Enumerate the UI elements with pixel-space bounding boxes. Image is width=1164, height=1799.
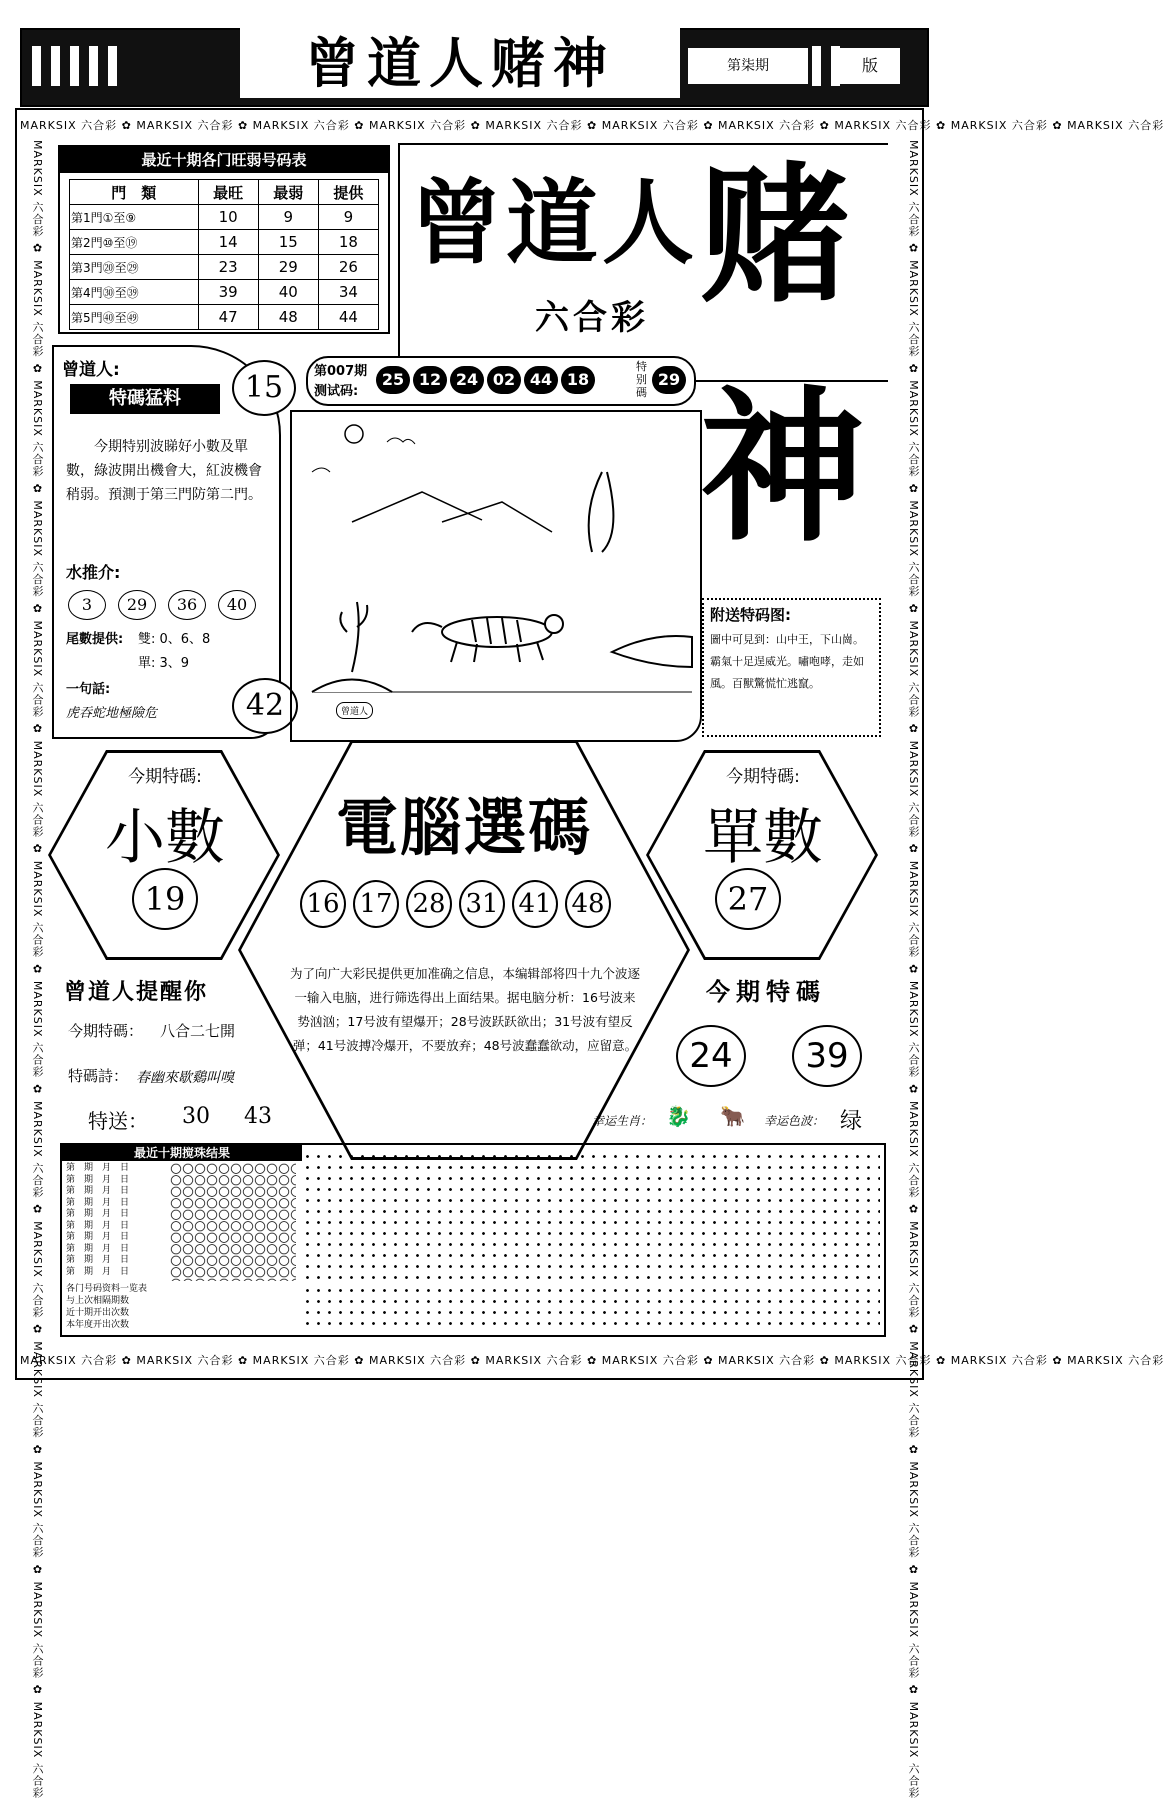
header-title: 曾道人赌神 xyxy=(240,28,680,98)
results-row-label: 第 期 月 日 xyxy=(66,1186,130,1196)
weak-table-cell: 47 xyxy=(198,305,258,330)
computer-pick-number: 17 xyxy=(353,880,399,928)
reminder-special-label: 特送： xyxy=(88,1109,148,1133)
weak-table-cell: 18 xyxy=(318,230,378,255)
results-box xyxy=(60,1143,886,1337)
big-char-god: 神 xyxy=(700,370,865,564)
computer-pick-number: 28 xyxy=(406,880,452,928)
weak-table-header: 最弱 xyxy=(258,180,318,205)
weak-table-row xyxy=(70,305,379,330)
ox-icon: 🐂 xyxy=(720,1104,745,1128)
weak-table-header: 門 類 xyxy=(70,180,199,205)
computer-pick-title: 電腦選碼 xyxy=(335,791,592,864)
hot-number: 15 xyxy=(232,360,296,416)
reco-number: 36 xyxy=(168,590,206,620)
test-period: 第007期 xyxy=(314,364,368,379)
weak-table-box xyxy=(58,145,390,334)
hex-right-main: 單數 xyxy=(703,803,823,873)
strip-text: MARKSIX 六合彩 ✿ MARKSIX 六合彩 ✿ MARKSIX 六合彩 ✿ MARKSIX 六合彩 ✿ MARKSIX 六合彩 ✿ MARKSIX 六合彩 ✿ MARKSIX 六合彩 ✿ MARKSIX 六合彩 ✿ MARKSIX 六合彩 ✿ MARKSIX 六合彩 ✿ MARKSIX 六合彩 ✿ MARKSIX 六合彩 ✿ MARKSIX 六合彩 ✿ MARKSIX 六合彩 xyxy=(907,140,920,1799)
issue-label: 第柒期 xyxy=(688,48,808,84)
results-title: 最近十期搅珠结果 xyxy=(62,1145,302,1161)
bottom-strip xyxy=(20,1347,1164,1375)
left-strip xyxy=(17,140,45,1799)
strip-text: MARKSIX 六合彩 ✿ MARKSIX 六合彩 ✿ MARKSIX 六合彩 ✿ MARKSIX 六合彩 ✿ MARKSIX 六合彩 ✿ MARKSIX 六合彩 ✿ MARKSIX 六合彩 ✿ MARKSIX 六合彩 ✿ MARKSIX 六合彩 ✿ MARKSIX 六合彩 ✿ MARKSIX 六合彩 ✿ MARKSIX 六合彩 ✿ MARKSIX 六合彩 ✿ MARKSIX 六合彩 xyxy=(31,140,44,1799)
test-number-ball: 12 xyxy=(413,366,447,394)
big-title-line: 曾道人 xyxy=(410,169,699,277)
weak-table-cell: 26 xyxy=(318,255,378,280)
special-number: 29 xyxy=(652,366,686,394)
reminder-special-1: 30 xyxy=(182,1104,210,1129)
hex-left-main: 小數 xyxy=(105,803,225,873)
weak-table-header: 提供 xyxy=(318,180,378,205)
results-row-label: 第 期 月 日 xyxy=(66,1163,130,1173)
weak-table xyxy=(69,179,379,330)
weak-table-cell: 第5門㊵至㊾ xyxy=(70,305,199,330)
weak-table-cell: 23 xyxy=(198,255,258,280)
results-row-label: 第 期 月 日 xyxy=(66,1209,130,1219)
computer-pick-number: 16 xyxy=(300,880,346,928)
results-footer-label: 各门号码资料一览表 xyxy=(66,1284,148,1294)
bottom-number: 42 xyxy=(232,678,298,734)
weak-table-row xyxy=(70,230,379,255)
mountain-left xyxy=(352,492,482,522)
reminder-line2-value: 春幽來歇鷄叫嗅 xyxy=(136,1070,234,1086)
results-footer-label: 与上次相隔期数 xyxy=(66,1296,130,1306)
test-number-ball: 25 xyxy=(376,366,410,394)
results-row-label: 第 期 月 日 xyxy=(66,1243,130,1254)
special-right-number-1: 24 xyxy=(676,1025,746,1087)
weak-table-cell: 39 xyxy=(198,280,258,305)
computer-pick-numbers xyxy=(300,880,618,928)
computer-pick-text: 为了向广大彩民提供更加准确之信息，本编辑部将四十九个波逐一输入电脑，进行筛选得出上面结果。据电脑分析：16号波来势汹汹；17号波有望爆开；28号波跃跃欲出；31号波有望反弹；41号波搏冷爆开，不要放弃；48号波蠢蠢欲动，应留意。 xyxy=(290,966,641,1053)
strip-text: MARKSIX 六合彩 ✿ MARKSIX 六合彩 ✿ MARKSIX 六合彩 ✿ MARKSIX 六合彩 ✿ MARKSIX 六合彩 ✿ MARKSIX 六合彩 ✿ MARKSIX 六合彩 ✿ MARKSIX 六合彩 ✿ MARKSIX 六合彩 ✿ MARKSIX 六合彩 xyxy=(20,119,1164,132)
weak-table-cell: 15 xyxy=(258,230,318,255)
results-footer-labels xyxy=(66,1283,296,1331)
weak-table-cell: 第2門⑩至⑲ xyxy=(70,230,199,255)
special-label: 特别碼 xyxy=(636,360,647,399)
reminder-special-2: 43 xyxy=(244,1104,272,1129)
cloud-icon xyxy=(387,438,415,444)
phrase-title: 一句話: xyxy=(66,682,111,697)
special-right-title: 今期特碼 xyxy=(706,978,826,1006)
reco-title: 水推介: xyxy=(66,563,121,582)
weak-table-cell: 40 xyxy=(258,280,318,305)
rock-right xyxy=(612,636,692,667)
reco-number: 40 xyxy=(218,590,256,620)
results-ball-slots xyxy=(170,1163,296,1281)
strip-text: MARKSIX 六合彩 ✿ MARKSIX 六合彩 ✿ MARKSIX 六合彩 ✿ MARKSIX 六合彩 ✿ MARKSIX 六合彩 ✿ MARKSIX 六合彩 ✿ MARKSIX 六合彩 ✿ MARKSIX 六合彩 ✿ MARKSIX 六合彩 ✿ MARKSIX 六合彩 xyxy=(20,1354,1164,1367)
lucky-color: 绿 xyxy=(840,1109,863,1134)
test-number-ball: 44 xyxy=(524,366,558,394)
results-row-label: 第 期 月 日 xyxy=(66,1174,130,1185)
plant-icon xyxy=(340,602,367,672)
weak-table-cell: 34 xyxy=(318,280,378,305)
weak-table-cell: 9 xyxy=(318,205,378,230)
results-row-label: 第 期 月 日 xyxy=(66,1232,130,1242)
weak-table-cell: 第3門⑳至㉙ xyxy=(70,255,199,280)
edition-label: 版 xyxy=(840,48,900,84)
reminder-line2-label: 特碼詩： xyxy=(68,1067,129,1085)
weak-table-cell: 10 xyxy=(198,205,258,230)
test-numbers xyxy=(376,366,598,394)
weak-table-cell: 44 xyxy=(318,305,378,330)
tiger-body xyxy=(442,617,552,647)
test-label: 测试码: xyxy=(314,384,359,399)
weak-table-cell: 9 xyxy=(258,205,318,230)
tiger-head xyxy=(545,615,563,633)
computer-pick-number: 48 xyxy=(565,880,611,928)
sun-icon xyxy=(345,425,363,443)
reminder-line1-label: 今期特碼： xyxy=(68,1022,144,1040)
tree-trunk xyxy=(589,472,614,552)
weak-table-cell: 29 xyxy=(258,255,318,280)
mountain-right xyxy=(442,502,552,532)
test-number-ball: 18 xyxy=(561,366,595,394)
tail-even: 雙: 0、6、8 xyxy=(138,632,211,647)
weak-table-cell: 第1門①至⑨ xyxy=(70,205,199,230)
weak-table-header: 最旺 xyxy=(198,180,258,205)
hex-right-title: 今期特碼: xyxy=(726,767,800,787)
picture-note-text: 圖中可見到：山中王，下山崗。霸氣十足逞威光。嘯咆哮，走如風。百獸驚慌忙逃竄。 xyxy=(710,633,864,690)
results-row-label: 第 期 月 日 xyxy=(66,1197,130,1208)
results-row-label: 第 期 月 日 xyxy=(66,1220,130,1231)
results-dot-grid xyxy=(302,1151,880,1281)
computer-pick-number: 41 xyxy=(512,880,558,928)
top-strip xyxy=(20,112,1164,140)
weak-table-cell: 14 xyxy=(198,230,258,255)
lucky-color-label: 幸运色波： xyxy=(764,1114,825,1128)
reco-number: 29 xyxy=(118,590,156,620)
tiger-tail xyxy=(412,623,442,632)
special-banner: 特碼猛料 xyxy=(70,384,220,414)
results-row-labels xyxy=(66,1163,166,1278)
big-title-sub: 六合彩 xyxy=(535,298,649,338)
test-code-bar xyxy=(306,356,696,406)
results-footer-grid xyxy=(302,1285,880,1329)
picture-note-title: 附送特码图: xyxy=(710,606,791,624)
special-right-number-2: 39 xyxy=(792,1025,862,1087)
dragon-icon: 🐉 xyxy=(666,1104,691,1128)
hex-right-number: 27 xyxy=(715,868,781,930)
weak-table-row xyxy=(70,205,379,230)
reco-number: 3 xyxy=(68,590,106,620)
hex-left-title: 今期特碼: xyxy=(128,767,202,787)
phrase-text: 虎吞蛇地極險危 xyxy=(66,706,158,721)
picture-stamp: 曾道人 xyxy=(336,702,373,719)
test-number-ball: 24 xyxy=(450,366,484,394)
lucky-animal-label: 幸运生肖： xyxy=(592,1114,653,1128)
weak-table-cell: 第4門㉚至㊴ xyxy=(70,280,199,305)
tail-odd: 單: 3、9 xyxy=(138,656,190,671)
cloud-icon xyxy=(312,468,330,472)
tiger-picture xyxy=(290,410,702,742)
brand-label: 曾道人: xyxy=(62,360,120,380)
big-char-gamble: 赌 xyxy=(700,147,851,323)
weak-table-title: 最近十期各门旺弱号码表 xyxy=(60,147,388,173)
picture-note-box xyxy=(702,598,881,737)
weak-table-cell: 48 xyxy=(258,305,318,330)
header-bars-left xyxy=(32,46,127,90)
computer-pick-number: 31 xyxy=(459,880,505,928)
landscape-illustration xyxy=(292,412,700,740)
reminder-title: 曾道人提醒你 xyxy=(64,980,209,1005)
weak-table-row xyxy=(70,255,379,280)
rock-left xyxy=(312,680,392,693)
reminder-line1-value: 八合二七開 xyxy=(160,1022,236,1040)
reco-numbers xyxy=(68,590,268,620)
tail-label: 尾數提供: xyxy=(66,632,124,647)
right-strip xyxy=(893,140,921,1799)
results-footer-label: 本年度开出次数 xyxy=(66,1320,130,1330)
results-footer-label: 近十期开出次数 xyxy=(66,1308,130,1318)
test-number-ball: 02 xyxy=(487,366,521,394)
results-row-label: 第 期 月 日 xyxy=(66,1266,130,1277)
results-row-label: 第 期 月 日 xyxy=(66,1255,130,1265)
weak-table-row xyxy=(70,280,379,305)
hex-left-number: 19 xyxy=(132,868,198,930)
analysis-text: 今期特别波睇好小數及單數，綠波開出機會大，紅波機會稍弱。預測于第三門防第二門。 xyxy=(66,439,262,503)
